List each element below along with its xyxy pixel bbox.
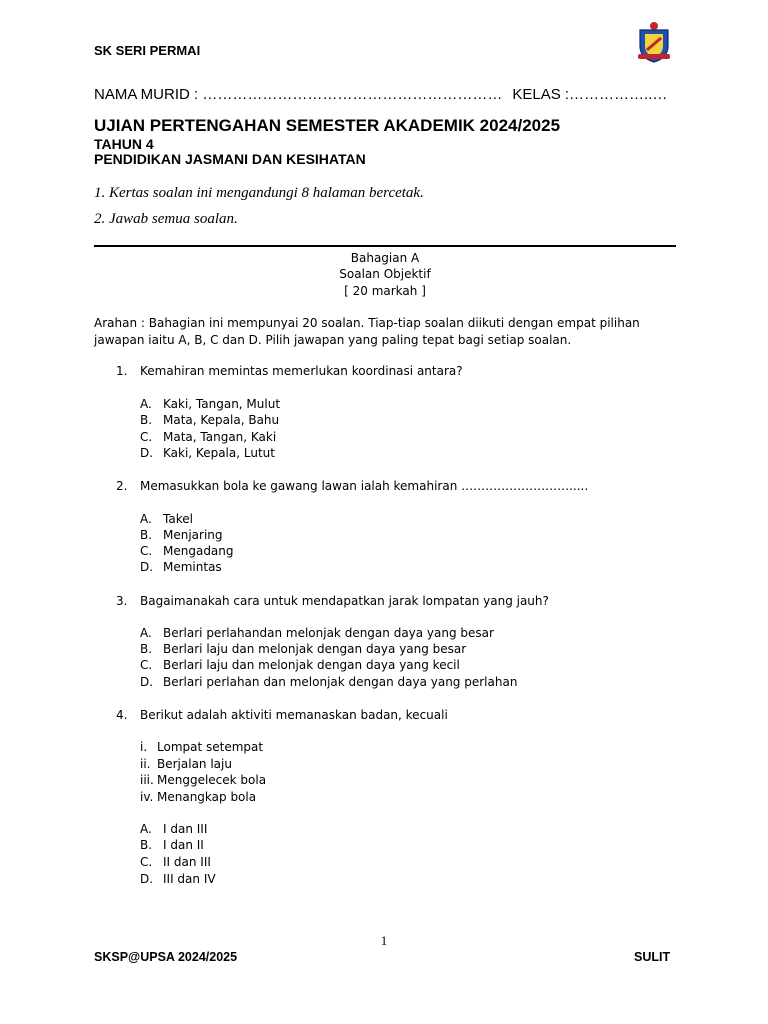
roman-number: iii. [140,773,154,787]
exam-title: UJIAN PERTENGAHAN SEMESTER AKADEMIK 2024/2025 [94,116,561,135]
question-number: 3. [116,594,128,608]
option-text: Memintas [163,560,222,574]
roman-text: Lompat setempat [157,740,264,754]
school-logo [634,20,674,64]
student-info-line [94,86,667,103]
student-name-field[interactable]: NAMA MURID : …………………………………………………… [94,86,503,103]
option-letter: A. [140,512,152,526]
option-text: Berlari laju dan melonjak dengan daya yang kecil [163,658,460,672]
exam-subject: PENDIDIKAN JASMANI DAN KESIHATAN [94,151,366,167]
option-letter: C. [140,855,153,869]
question-text: Berikut adalah aktiviti memanaskan badan, kecuali [140,708,448,722]
roman-number: i. [140,740,148,754]
option-letter: A. [140,397,152,411]
question-text: Kemahiran memintas memerlukan koordinasi antara? [140,364,463,378]
option-letter: B. [140,642,153,656]
option-text: I dan II [163,838,204,852]
option-text: Berlari perlahandan melonjak dengan daya yang besar [163,626,494,640]
option-text: Takel [163,512,193,526]
option-letter: B. [140,413,153,427]
divider [94,245,676,247]
school-name: SK SERI PERMAI [94,43,201,58]
option-letter: D. [140,560,154,574]
option-text: Mata, Tangan, Kaki [163,430,277,444]
option-letter: B. [140,528,153,542]
section-marks: [ 20 markah ] [344,283,426,298]
option-letter: C. [140,544,153,558]
option-letter: B. [140,838,153,852]
option-text: Mengadang [163,544,234,558]
option-letter: D. [140,446,154,460]
question-number: 4. [116,708,128,722]
option-letter: D. [140,675,154,689]
question-number: 1. [116,364,128,378]
class-field[interactable]: KELAS :……………..… [512,86,668,103]
roman-text: Menggelecek bola [157,773,267,787]
roman-text: Menangkap bola [157,790,257,804]
option-letter: A. [140,626,152,640]
footer-classification: SULIT [634,950,671,964]
option-text: III dan IV [163,872,216,886]
option-letter: A. [140,822,152,836]
roman-text: Berjalan laju [157,757,232,771]
option-letter: C. [140,430,153,444]
page-number: 1 [380,933,388,948]
option-text: Berlari perlahan dan melonjak dengan daya yang perlahan [163,675,518,689]
option-text: Kaki, Tangan, Mulut [163,397,281,411]
question-text: Bagaimanakah cara untuk mendapatkan jarak lompatan yang jauh? [140,594,549,608]
option-text: II dan III [163,855,211,869]
instruction-1: 1. Kertas soalan ini mengandungi 8 halaman bercetak. [94,185,424,201]
roman-number: ii. [140,757,151,771]
option-text: Mata, Kepala, Bahu [163,413,280,427]
instruction-2: 2. Jawab semua soalan. [94,211,238,227]
option-text: Berlari laju dan melonjak dengan daya yang besar [163,642,467,656]
section-type: Soalan Objektif [339,267,431,282]
option-text: Kaki, Kepala, Lutut [163,446,275,460]
section-name: Bahagian A [350,251,420,265]
question-number: 2. [116,479,128,493]
question-text: Memasukkan bola ke gawang lawan ialah kemahiran ………………………..... [140,479,589,493]
exam-year: TAHUN 4 [94,136,154,152]
option-text: Menjaring [163,528,223,542]
section-heading [94,250,676,299]
option-letter: D. [140,872,154,886]
roman-number: iv. [140,790,154,804]
footer-code: SKSP@UPSA 2024/2025 [94,950,238,964]
directions: Arahan : Bahagian ini mempunyai 20 soalan. Tiap-tiap soalan diikuti dengan empat pilihan jawapan iaitu A, B, C dan D. Pilih jawapan yang paling tepat bagi setiap soalan. [94,316,640,347]
option-letter: C. [140,658,153,672]
option-text: I dan III [163,822,208,836]
